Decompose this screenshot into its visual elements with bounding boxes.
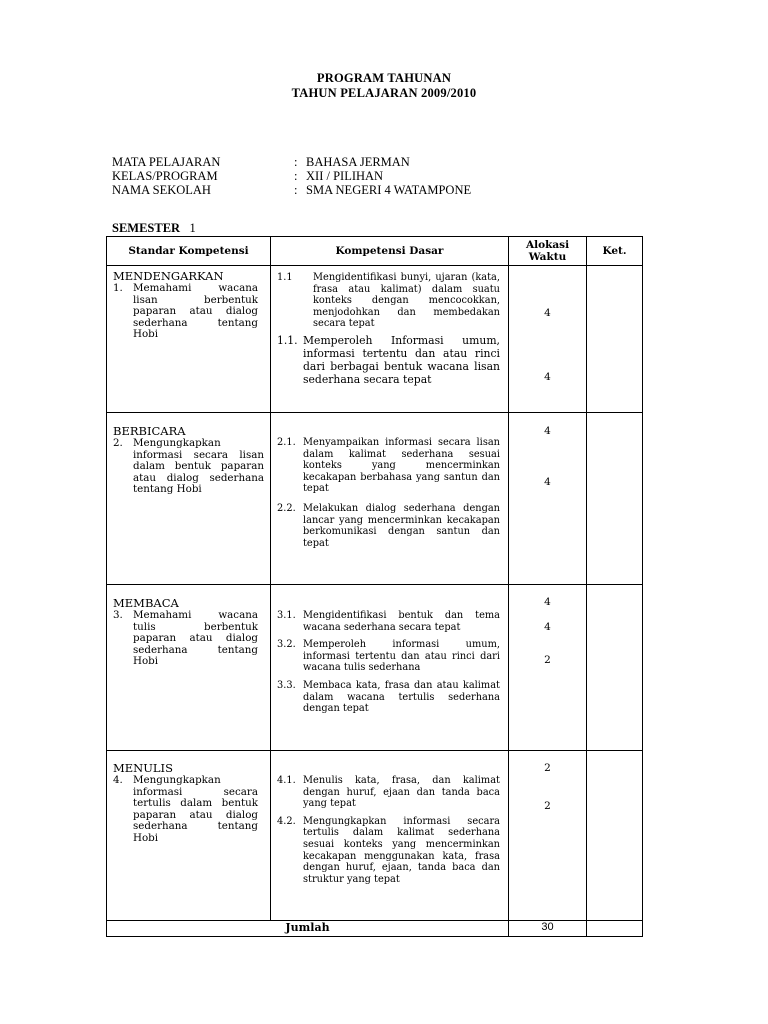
standar-cell — [107, 266, 271, 413]
ket-cell — [587, 266, 643, 413]
program-table — [106, 236, 643, 937]
semester-label — [112, 221, 196, 236]
kompetensi-cell — [271, 266, 509, 413]
kd-text: Menyampaikan informasi secara lisan dalam kalimat sederhana sesuai konteks yang mencerminkan kecakapan berbahasa yang santun dan tepat — [303, 437, 500, 495]
alokasi-value: 2 — [544, 654, 551, 666]
alokasi-cell — [509, 751, 587, 921]
kd-number: 4.2. — [277, 815, 296, 827]
kd-number: 3.1. — [277, 610, 296, 621]
kd-text: Melakukan dialog sederhana dengan lancar yang mencerminkan kecakapan berkomunikasi dengan santun dan tepat — [303, 502, 500, 549]
skill-heading: MENULIS — [113, 761, 173, 775]
kd-number: 1.1. — [277, 333, 298, 347]
sk-text: Memahami wacana lisan berbentuk paparan atau dialog sederhana tentang Hobi — [133, 282, 258, 341]
meta-value: SMA NEGERI 4 WATAMPONE — [306, 183, 472, 197]
skill-heading: BERBICARA — [113, 424, 186, 438]
alokasi-value: 4 — [544, 596, 551, 608]
kd-number: 3.3. — [277, 679, 296, 691]
header-alokasi-line2: Waktu — [528, 251, 567, 263]
header-standar-kompetensi: Standar Kompetensi — [107, 237, 271, 266]
meta-label: NAMA SEKOLAH — [112, 183, 211, 197]
kd-number: 2.2. — [277, 502, 296, 514]
alokasi-value: 4 — [544, 425, 551, 437]
alokasi-value: 4 — [544, 621, 551, 633]
semester-value: 1 — [189, 221, 196, 235]
kd-number: 1.1 — [277, 272, 293, 283]
kd-number: 3.2. — [277, 639, 296, 651]
alokasi-value: 2 — [544, 800, 551, 812]
kd-text: Mengidentifikasi bunyi, ujaran (kata, frasa atau kalimat) dalam suatu konteks dengan mencocokkan, menjodohkan dan membedakan secara tepat — [313, 272, 500, 330]
table-row — [107, 751, 643, 921]
meta-colon: : — [294, 155, 298, 169]
jumlah-ket-cell — [587, 921, 643, 937]
ket-cell — [587, 585, 643, 751]
skill-heading: MEMBACA — [113, 596, 179, 610]
header-alokasi-line1: Alokasi — [525, 239, 570, 251]
alokasi-cell — [509, 413, 587, 585]
jumlah-label: Jumlah — [107, 921, 509, 937]
meta-label: MATA PELAJARAN — [112, 155, 221, 169]
header-kompetensi-dasar: Kompetensi Dasar — [271, 237, 509, 266]
sk-number: 1. — [113, 282, 123, 294]
sk-number: 2. — [113, 437, 123, 449]
table-row — [107, 413, 643, 585]
kompetensi-cell — [271, 751, 509, 921]
table-row — [107, 585, 643, 751]
meta-colon: : — [294, 169, 298, 183]
meta-label: KELAS/PROGRAM — [112, 169, 218, 183]
sk-number: 3. — [113, 609, 123, 621]
table-header-row — [107, 237, 643, 266]
kd-text: Membaca kata, frasa dan atau kalimat dalam wacana tertulis sederhana dengan tepat — [303, 679, 500, 715]
alokasi-value: 2 — [544, 762, 551, 774]
alokasi-cell — [509, 585, 587, 751]
kd-text: Mengungkapkan informasi secara tertulis dalam kalimat sederhana sesuai konteks yang mencerminkan kecakapan menggunakan kata, frasa dengan huruf, ejaan, tanda baca dan struktur yang tepat — [303, 815, 500, 885]
sk-text: Mengungkapkan informasi secara lisan dalam bentuk paparan atau dialog sederhana tentang Hobi — [133, 437, 264, 496]
table-footer-row — [107, 921, 643, 937]
alokasi-value: 4 — [544, 476, 551, 488]
table-row — [107, 266, 643, 413]
ket-cell — [587, 751, 643, 921]
header-alokasi-waktu — [509, 237, 587, 266]
kd-text: Mengidentifikasi bentuk dan tema wacana sederhana secara tepat — [303, 610, 500, 633]
standar-cell — [107, 751, 271, 921]
skill-heading: MENDENGARKAN — [113, 269, 224, 283]
kompetensi-cell — [271, 585, 509, 751]
kd-text: Memperoleh Informasi umum, informasi tertentu dan atau rinci dari berbagai bentuk wacana lisan sederhana secara tepat — [303, 333, 500, 386]
sk-number: 4. — [113, 774, 123, 786]
ket-cell — [587, 413, 643, 585]
sk-text: Mengungkapkan informasi secara tertulis dalam bentuk paparan atau dialog sederhana tentang Hobi — [133, 774, 258, 844]
standar-cell — [107, 413, 271, 585]
jumlah-total: 30 — [509, 921, 587, 937]
kd-number: 2.1. — [277, 437, 296, 448]
kd-text: Memperoleh informasi umum, informasi tertentu dan atau rinci dari wacana tulis sederhana — [303, 639, 500, 674]
kd-text: Menulis kata, frasa, dan kalimat dengan huruf, ejaan dan tanda baca yang tepat — [303, 775, 500, 810]
title-line-1: PROGRAM TAHUNAN — [316, 71, 452, 85]
kompetensi-cell — [271, 413, 509, 585]
meta-value: BAHASA JERMAN — [306, 155, 410, 169]
alokasi-value: 4 — [544, 371, 551, 383]
sk-text: Memahami wacana tulis berbentuk paparan atau dialog sederhana tentang Hobi — [133, 609, 258, 668]
kd-number: 4.1. — [277, 775, 296, 786]
alokasi-cell — [509, 266, 587, 413]
alokasi-value: 4 — [544, 307, 551, 319]
meta-value: XII / PILIHAN — [306, 169, 384, 183]
header-ket: Ket. — [587, 237, 643, 266]
standar-cell — [107, 585, 271, 751]
semester-title: SEMESTER — [112, 221, 181, 235]
meta-colon: : — [294, 183, 298, 197]
title-line-2: TAHUN PELAJARAN 2009/2010 — [291, 86, 477, 100]
